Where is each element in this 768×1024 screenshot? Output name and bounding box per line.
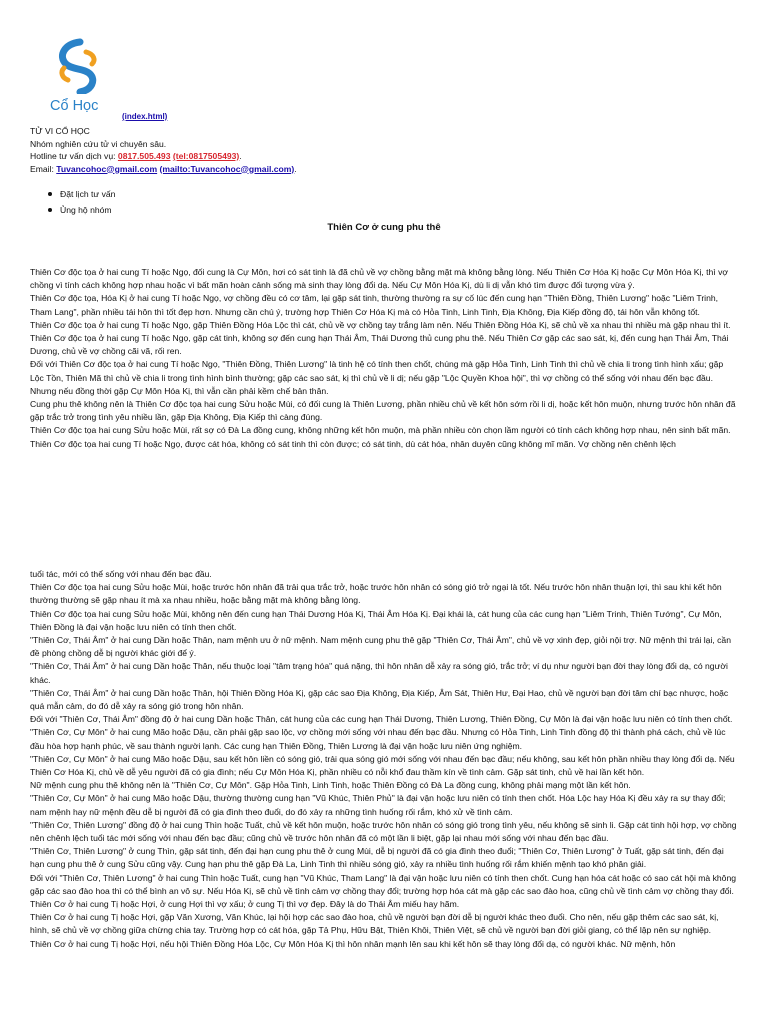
email-label: Email: bbox=[30, 163, 57, 174]
paragraph: Đối với "Thiên Cơ, Thiên Lương" ở hai cung Thìn hoặc Tuất, cung hạn "Vũ Khúc, Tham Lang" là đại vận hoặc lưu niên có tính then chốt. Cung hạn hóa cát hoặc có sao cát hội mà không gặp các sao đào hoa thì có thể bình an vô sự. Nếu Hóa Kị, sẽ chủ về tình cảm vợ chồng thay đổi; trường hợp hóa cát mà gặp các sao đào hoa, cũng chủ về tình cảm vợ chồng thay đổi. bbox=[30, 872, 737, 896]
paragraph: Thiên Cơ độc tọa ở hai cung Tí hoặc Ngọ, đối cung là Cự Môn, hơi có sát tinh là đã chủ về vợ chồng bằng mặt mà không bằng lòng. Nếu Thiên Cơ Hóa Kị hoặc Cự Môn Hóa Kị, thì vợ chồng vì tính cách không hợp nhau hoặc vì bất mãn hoàn cảnh sống mà sinh thay lòng đổi dạ. Nếu Cự Môn Hóa Kị, dù li dị vẫn khó tìm được đối tượng vừa ý. bbox=[30, 267, 729, 291]
paragraph: Thiên Cơ độc tọa hai cung Tí hoặc Ngọ, được cát hóa, không có sát tinh thì còn được; có sát tinh, dù cát hóa, nhân duyên cũng không mĩ mãn. Vợ chồng nên chênh lệch bbox=[30, 438, 676, 449]
paragraph: "Thiên Cơ, Thái Âm" ở hai cung Dần hoặc Thân, nam mệnh ưu ở nữ mệnh. Nam mệnh cung phu thê gặp "Thiên Cơ, Thái Âm", chủ về vợ xinh đẹp, giỏi nội trợ. Nữ mệnh thì trái lại, cần đề phòng chồng dễ bị người khác giới để ý. bbox=[30, 635, 731, 659]
paragraph: "Thiên Cơ, Thiên Lương" ở cung Thìn, gặp sát tinh, đến đại hạn cung phu thê ở cung Mùi, dễ bị người đã có gia đình theo đuổi; "Thiên Cơ, Thiên Lương" ở Tuất, gặp sát tinh, đến đại hạn cung phu thê ở cung Sửu cũng vậy. Cung hạn phu thê gặp Đà La, Linh Tinh thì nhiều sóng gió, xảy ra nhiều tình huống rối rắm khiến mệnh tạo khó phân giải. bbox=[30, 846, 724, 870]
nav-item-booking[interactable]: Đặt lịch tư vấn bbox=[60, 186, 115, 202]
site-info bbox=[30, 125, 730, 175]
paragraph: "Thiên Cơ, Cự Môn" ở hai cung Mão hoặc Dậu, thường thường cung hạn "Vũ Khúc, Thiên Phủ" là đại vận hoặc lưu niên có tính then chốt. Hóa Lộc hay Hóa Kị đều xảy ra sự thay đổi; nam mệnh hay nữ mệnh đều dễ bị người đã có gia đình theo đuổi, do đó xảy ra những tình huống rối rắm, khó xử về tình cảm. bbox=[30, 793, 726, 817]
paragraph: Thiên Cơ độc tọa, Hóa Kị ở hai cung Tí hoặc Ngọ, vợ chồng đều có cơ tâm, lại gặp sát tinh, thường thường ra sự cố lúc đến cung hạn "Thiên Đồng, Thiên Lương" hoặc "Liêm Trinh, Tham Lang", phần nhiều tái hôn thì tốt đẹp hơn. Nhưng cần chú ý, trường hợp Thiên Cơ Hóa Kị mà có Hỏa Tinh, Linh Tinh, Địa Không, Địa Kiếp đồng độ, tái hôn vẫn không tốt. bbox=[30, 293, 719, 317]
paragraph: Thiên Cơ độc tọa ở hai cung Tí hoặc Ngọ, gặp Thiên Đồng Hóa Lộc thì cát, chủ về vợ chồng tay trắng làm nên. Nếu Thiên Đồng Hóa Kị, sẽ chủ về xa nhau thì nhiều mà gặp nhau thì ít. bbox=[30, 319, 731, 330]
paragraph: "Thiên Cơ, Thái Âm" ở hai cung Dần hoặc Thân, nếu thuộc loại "tâm trạng hóa" quá nặng, thì hôn nhân dễ xảy ra sóng gió, trắc trở; ví dụ như người bạn đời thay lòng đổi dạ, có người khác. bbox=[30, 661, 728, 685]
article-title: Thiên Cơ ở cung phu thê bbox=[327, 222, 441, 233]
hotline-line bbox=[30, 150, 730, 163]
hotline-number-link[interactable]: 0817.505.493 bbox=[117, 151, 171, 161]
paragraph: Thiên Cơ độc tọa hai cung Sửu hoặc Mùi, hoặc trước hôn nhân đã trải qua trắc trở, hoặc trước hôn nhân có sóng gió trở ngại là tốt. Nếu trước hôn nhân thuận lợi, thì sau khi kết hôn thường thường sẽ gặp nhau ít mà xa nhau nhiều, hoặc bằng mặt mà không bằng lòng. bbox=[30, 582, 722, 606]
logo-area bbox=[30, 38, 330, 123]
paragraph: "Thiên Cơ, Thái Âm" ở hai cung Dần hoặc Thân, hội Thiên Đồng Hóa Kị, gặp các sao Địa Không, Địa Kiếp, Âm Sát, Thiên Hư, Đại Hao, chủ về người bạn đời tâm chí bạc nhược, hoặc quá mẫn cảm, do đó dễ xảy ra sóng gió trong hôn nhân. bbox=[30, 687, 729, 712]
paragraph: tuổi tác, mới có thể sống với nhau đến bạc đầu. bbox=[30, 569, 212, 579]
email-line bbox=[30, 163, 730, 176]
nav-item-support[interactable]: Ủng hộ nhóm bbox=[60, 202, 115, 218]
paragraph: Thiên Cơ độc tọa hai cung Sửu hoặc Mùi, rất sợ có Đà La đồng cung, không những kết hôn muộn, mà phần nhiều còn chọn lầm người có tính cách không hợp nhau, nên sinh bất mãn. bbox=[30, 425, 731, 436]
hotline-end: . bbox=[239, 151, 242, 161]
paragraph: Thiên Cơ ở hai cung Tị hoặc Hợi, ở cung Hợi thì vợ xấu; ở cung Tị thì vợ đẹp. Đây là do Thái Âm miếu hay hãm. bbox=[30, 899, 460, 910]
email-mailto-link[interactable]: (mailto:Tuvancohoc@gmail.com) bbox=[159, 163, 295, 174]
paragraph: Cung phu thê không nên là Thiên Cơ độc tọa hai cung Sửu hoặc Mùi, có đối cung là Thiên Lương, phần nhiều chủ về kết hôn sớm rồi li dị, hoặc kết hôn muộn, nhưng trước hôn nhân đã gặp trắc trở trong tình yêu nhiều lần, gặp Địa Không, Địa Kiếp thì càng đúng. bbox=[30, 399, 736, 423]
logo-text[interactable]: Cổ Học bbox=[50, 98, 99, 114]
logo-icon[interactable] bbox=[50, 38, 106, 94]
paragraph: Đối với "Thiên Cơ, Thái Âm" đồng độ ở hai cung Dần hoặc Thân, cát hung của các cung hạn Thái Dương, Thiên Lương, Thiên Đồng, Cự Môn là đại vận hoặc lưu niên có tính then chốt. bbox=[30, 714, 733, 725]
article-body-part2 bbox=[30, 568, 738, 951]
paragraph: "Thiên Cơ, Thiên Lương" đồng độ ở hai cung Thìn hoặc Tuất, chủ về kết hôn muộn, hoặc trước hôn nhân có sóng gió trong tình yêu, nếu không sẽ sinh li. Gặp cát tinh hội hợp, vợ chồng nên chênh lệch tuổi tác mới sống với nhau đến bạc đầu; cũng chủ về trước hôn nhân đã có một lần li biệt, gặp lại nhau mới sống với nhau đến bạc đầu. bbox=[30, 819, 737, 844]
hotline-label: Hotline tư vấn dịch vụ: bbox=[30, 151, 118, 161]
paragraph: Thiên Cơ ở hai cung Tị hoặc Hợi, nếu hội Thiên Đồng Hóa Lộc, Cự Môn Hóa Kị thì hôn nhân mạnh lên sau khi kết hôn sẽ thay lòng đổi dạ, có người khác. Nữ mệnh, hôn bbox=[30, 938, 676, 949]
site-tagline: Nhóm nghiên cứu tử vi chuyên sâu. bbox=[30, 138, 167, 149]
home-link[interactable]: (index.html) bbox=[122, 112, 168, 121]
email-link[interactable]: Tuvancohoc@gmail.com bbox=[56, 163, 158, 174]
paragraph: Đối với Thiên Cơ độc tọa ở hai cung Tí hoặc Ngọ, "Thiên Đồng, Thiên Lương" là tinh hệ có tính then chốt, chúng mà gặp Hỏa Tinh, Linh Tinh thì chủ về chia li trong tình hình xấu; gặp Lộc Tồn, Thiên Mã thì chủ về chia li trong tình hình bình thường; gặp các sao sát, kị thì chủ về li dị; nếu gặp "Lộc Quyền Khoa hội", thì vợ chồng có thể sống với nhau đến bạc đầu. Nhưng nếu đồng thời gặp Cự Môn Hóa Kị, thì vẫn cần phải kềm chế bản thân. bbox=[30, 359, 724, 396]
paragraph: Thiên Cơ độc tọa ở hai cung Tí hoặc Ngọ, gặp cát tinh, không sợ đến cung hạn Thái Âm, Thái Dương thủ cung phu thê. Nếu Thiên Cơ gặp các sao sát, kị, đến cung hạn Thái Âm, Thái Dương, chủ về vợ chồng cãi vã, rối ren. bbox=[30, 333, 729, 357]
nav-list bbox=[60, 186, 115, 218]
paragraph: "Thiên Cơ, Cự Môn" ở hai cung Mão hoặc Dậu, sau kết hôn liền có sóng gió, trải qua sóng gió mới sống với nhau đến bạc đầu; nếu không, sau kết hôn phần nhiều thay lòng đổi dạ. Nếu Thiên Cơ Hóa Kị, chủ về dễ yêu người đã có gia đình; nếu Cự Môn Hóa Kị, phần nhiều có nỗi khổ đau thầm kín về tình cảm. Gặp sát tinh, chủ về hai lần kết hôn. bbox=[30, 753, 735, 778]
site-name: TỬ VI CỔ HỌC bbox=[30, 126, 90, 136]
paragraph: Thiên Cơ ở hai cung Tị hoặc Hợi, gặp Văn Xương, Văn Khúc, lại hội hợp các sao đào hoa, chủ về người bạn đời dễ bị người khác theo đuổi. Cho nên, nếu gặp thêm các sao sát, kị, hình, sẽ chủ về vợ chồng giữa chừng chia tay. Trường hợp có cát hóa, gặp Tả Phụ, Hữu Bật, Thiên Khôi, Thiên Việt, sẽ chủ về người bạn đời giỏi giang, có thể lập nên sự nghiệp. bbox=[30, 912, 719, 936]
email-end: . bbox=[294, 163, 297, 174]
paragraph: Nữ mệnh cung phu thê không nên là "Thiên Cơ, Cự Môn". Gặp Hỏa Tinh, Linh Tinh, hoặc Thiên Đồng có Đà La đồng cung, không phải mạng một lần kết hôn. bbox=[30, 780, 631, 791]
hotline-tel-link[interactable]: (tel:0817505493) bbox=[172, 151, 240, 161]
article-body-part1 bbox=[30, 266, 738, 451]
paragraph: Thiên Cơ độc tọa hai cung Sửu hoặc Mùi, không nên đến cung hạn Thái Dương Hóa Kị, Thái Âm Hóa Kị. Đại khái là, cát hung của các cung hạn "Liêm Trinh, Thiên Tướng", Cự Môn, Thiên Đồng là đại vận hoặc lưu niên có tính then chốt. bbox=[30, 608, 722, 632]
paragraph: "Thiên Cơ, Cự Môn" ở hai cung Mão hoặc Dậu, cần phải gặp sao lộc, vợ chồng mới sống với nhau đến bạc đầu. Nhưng có Hỏa Tinh, Linh Tinh đồng độ thì thành phá cách, chủ về lúc đầu hòa hợp hạnh phúc, về sau thành người lạnh. Các cung hạn Thiên Đồng, Thiên Lương là đại vận hoặc lưu niên ứng nghiệm. bbox=[30, 727, 726, 751]
